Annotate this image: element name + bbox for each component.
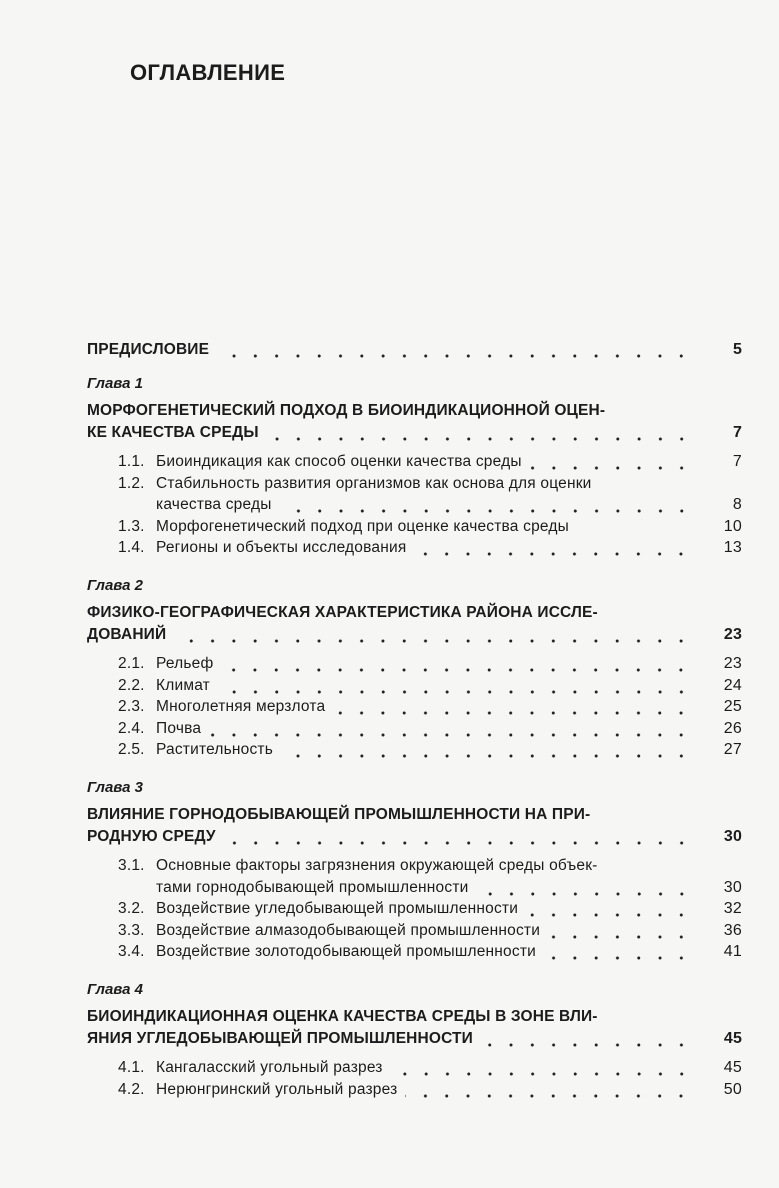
- section-entry[interactable]: [87, 1079, 742, 1101]
- entry-title: тами горнодобывающей промышленности: [156, 878, 469, 896]
- dot-leader: [174, 624, 692, 646]
- section-number: 2.4.: [118, 719, 145, 737]
- chapter-heading[interactable]: [87, 624, 742, 646]
- chapter-label: Глава 2: [87, 576, 144, 594]
- dot-leader: [224, 826, 692, 848]
- entry-title: Почва: [156, 719, 202, 737]
- dot-leader: [414, 537, 692, 559]
- section-entry[interactable]: [87, 653, 742, 675]
- dot-leader: [530, 451, 692, 473]
- dot-leader: [209, 718, 692, 740]
- section-entry[interactable]: [87, 877, 742, 899]
- entry-title: Воздействие алмазодобывающей промышленности: [156, 921, 541, 939]
- section-entry[interactable]: [87, 1057, 742, 1079]
- page-number: 30: [723, 878, 742, 896]
- page-number: 25: [723, 698, 742, 715]
- section-entry[interactable]: [87, 941, 742, 963]
- section-number: 2.5.: [118, 741, 145, 758]
- entry-title: Основные факторы загрязнения окружающей среды объек-: [156, 857, 598, 874]
- section-number: 3.1.: [118, 857, 145, 874]
- page-number: 23: [723, 655, 742, 672]
- dot-leader: [221, 653, 692, 675]
- entry-title: ФИЗИКО-ГЕОГРАФИЧЕСКАЯ ХАРАКТЕРИСТИКА РАЙОНА ИССЛЕ-: [87, 604, 598, 621]
- section-entry[interactable]: [87, 537, 742, 559]
- entry-title: Многолетняя мерзлота: [156, 698, 326, 715]
- section-number: 2.1.: [118, 655, 145, 672]
- page-number: 27: [723, 741, 742, 758]
- entry-title: Стабильность развития организмов как основа для оценки: [156, 474, 592, 492]
- section-entry[interactable]: [87, 739, 742, 761]
- section-entry[interactable]: [87, 473, 742, 495]
- dot-leader: [405, 1079, 692, 1101]
- page-number: 50: [723, 1080, 742, 1098]
- chapter-label: Глава 4: [87, 980, 144, 998]
- entry-title: БИОИНДИКАЦИОННАЯ ОЦЕНКА КАЧЕСТВА СРЕДЫ В ЗОНЕ ВЛИ-: [87, 1008, 598, 1025]
- section-number: 4.2.: [118, 1080, 145, 1098]
- dot-leader: [218, 675, 692, 697]
- chapter-heading[interactable]: [87, 422, 742, 444]
- entry-title: Рельеф: [156, 655, 214, 672]
- dot-leader: [267, 422, 692, 444]
- page-number: 5: [732, 341, 742, 358]
- page-number: 45: [723, 1029, 742, 1047]
- dot-leader: [281, 739, 692, 761]
- section-number: 3.2.: [118, 900, 145, 917]
- chapter-label: Глава 3: [87, 778, 144, 796]
- section-entry[interactable]: [87, 920, 742, 942]
- section-entry[interactable]: [87, 855, 742, 877]
- section-number: 3.3.: [118, 921, 145, 939]
- entry-title: МОРФОГЕНЕТИЧЕСКИЙ ПОДХОД В БИОИНДИКАЦИОННОЙ ОЦЕН-: [87, 402, 606, 419]
- section-entry[interactable]: [87, 675, 742, 697]
- chapter-heading[interactable]: [87, 602, 742, 624]
- chapter-label: Глава 1: [87, 374, 144, 392]
- page-number: 7: [732, 423, 742, 441]
- section-number: 3.4.: [118, 943, 145, 960]
- section-number: 2.2.: [118, 676, 145, 694]
- entry-title: ЯНИЯ УГЛЕДОБЫВАЮЩЕЙ ПРОМЫШЛЕННОСТИ: [87, 1029, 473, 1047]
- page-number: 41: [723, 943, 742, 960]
- chapter-heading[interactable]: [87, 1028, 742, 1050]
- dot-leader: [391, 1057, 692, 1079]
- section-entry[interactable]: [87, 451, 742, 473]
- dot-leader: [544, 941, 692, 963]
- page-number: 26: [723, 719, 742, 737]
- section-entry[interactable]: [87, 696, 742, 718]
- entry-title: ВЛИЯНИЕ ГОРНОДОБЫВАЮЩЕЙ ПРОМЫШЛЕННОСТИ НА ПРИ-: [87, 806, 591, 823]
- section-number: 1.2.: [118, 474, 145, 492]
- entry-title: Морфогенетический подход при оценке качества среды: [156, 517, 569, 535]
- dot-leader: [526, 898, 692, 920]
- page-number: 8: [732, 496, 742, 513]
- section-entry[interactable]: [87, 516, 742, 538]
- entry-title: ДОВАНИЙ: [87, 625, 167, 643]
- section-entry[interactable]: [87, 898, 742, 920]
- chapter-heading[interactable]: [87, 400, 742, 422]
- entry-title: Воздействие золотодобывающей промышленности: [156, 943, 536, 960]
- section-number: 2.3.: [118, 698, 145, 715]
- chapter-heading[interactable]: [87, 826, 742, 848]
- entry-title: Воздействие угледобывающей промышленности: [156, 900, 519, 917]
- section-number: 1.4.: [118, 539, 145, 556]
- dot-leader: [217, 339, 692, 361]
- entry-title: КЕ КАЧЕСТВА СРЕДЫ: [87, 423, 259, 441]
- entry-title: Биоиндикация как способ оценки качества среды: [156, 453, 522, 470]
- chapter-heading[interactable]: [87, 804, 742, 826]
- dot-leader: [280, 494, 692, 516]
- dot-leader: [548, 920, 692, 942]
- page-number: 32: [723, 900, 742, 917]
- dot-leader: [481, 1028, 692, 1050]
- page-number: 13: [723, 539, 742, 556]
- page-number: 23: [723, 625, 742, 643]
- page-number: 24: [723, 676, 742, 694]
- page-title: ОГЛАВЛЕНИЕ: [130, 60, 286, 85]
- entry-title: Растительность: [156, 741, 274, 758]
- section-entry[interactable]: [87, 718, 742, 740]
- entry-title: Нерюнгринский угольный разрез: [156, 1080, 398, 1098]
- dot-leader: [477, 877, 693, 899]
- section-number: 1.3.: [118, 517, 145, 535]
- entry-title: Кангаласский угольный разрез: [156, 1059, 383, 1076]
- entry-title: Климат: [156, 676, 210, 694]
- page-number: 7: [732, 453, 742, 470]
- chapter-heading[interactable]: [87, 1006, 742, 1028]
- page-number: 36: [723, 921, 742, 939]
- page-number: 30: [723, 827, 742, 845]
- page-number: 45: [723, 1059, 742, 1076]
- entry-title: Регионы и объекты исследования: [156, 539, 407, 556]
- section-entry[interactable]: [87, 494, 742, 516]
- entry-title: РОДНУЮ СРЕДУ: [87, 827, 216, 845]
- page-number: 10: [723, 517, 742, 535]
- toc-entry-preface[interactable]: [87, 339, 742, 361]
- entry-title: качества среды: [156, 496, 272, 513]
- section-number: 4.1.: [118, 1059, 145, 1076]
- table-of-contents: [87, 339, 742, 1100]
- entry-title: ПРЕДИСЛОВИЕ: [87, 341, 210, 358]
- dot-leader: [333, 696, 692, 718]
- section-number: 1.1.: [118, 453, 145, 470]
